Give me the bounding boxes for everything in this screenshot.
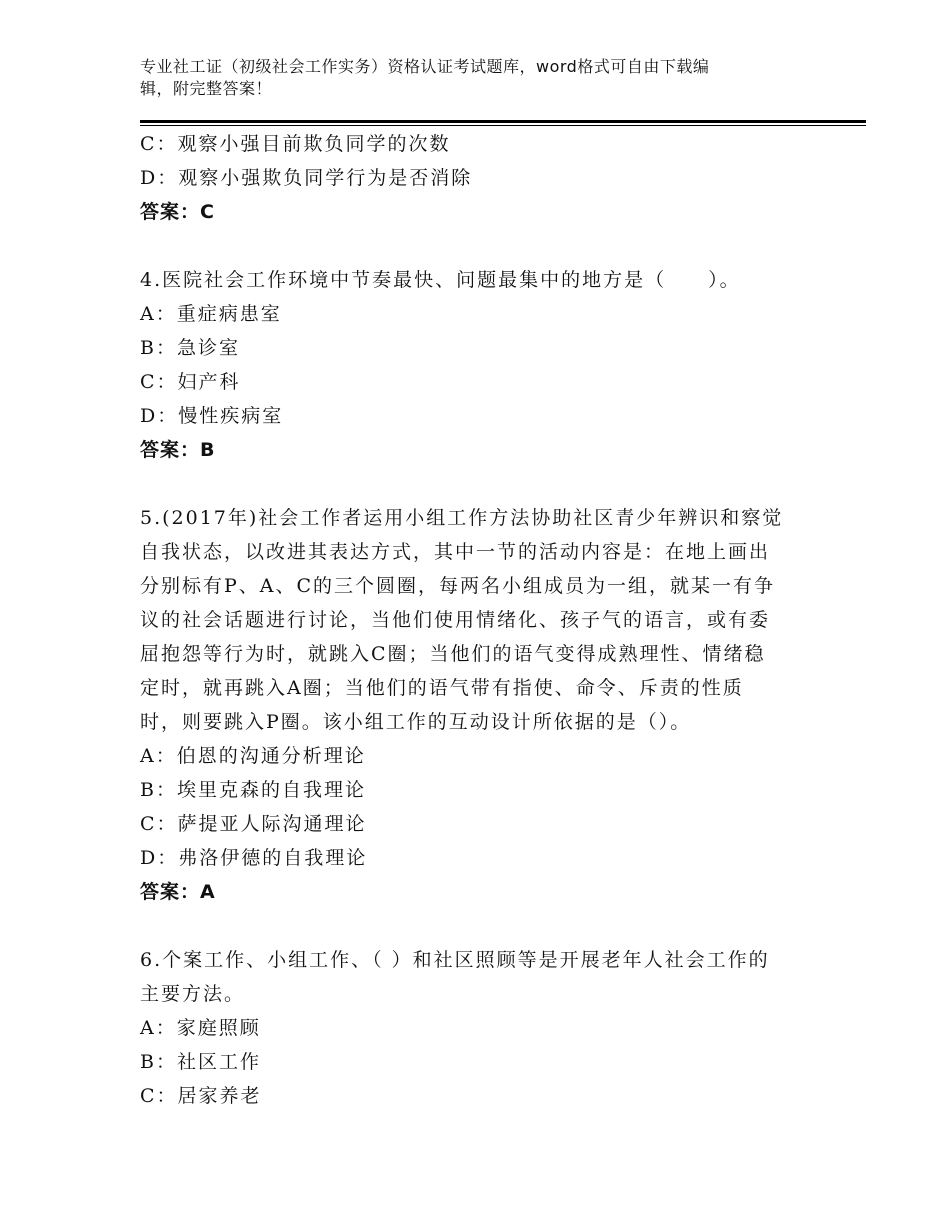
question-block: [140, 501, 840, 909]
header-rule-thick: [140, 120, 866, 123]
question-text: 时，则要跳入P圈。该小组工作的互动设计所依据的是（）。: [140, 711, 692, 733]
spacer: [140, 229, 840, 263]
question-text: 议的社会话题进行讨论，当他们使用情绪化、孩子气的语言，或有委: [140, 609, 771, 631]
spacer: [140, 467, 840, 501]
option: D：慢性疾病室: [140, 405, 284, 427]
header-line: 辑，附完整答案！: [140, 79, 273, 98]
option: B：社区工作: [140, 1051, 261, 1073]
question-text: 4.医院社会工作环境中节奏最快、问题最集中的地方是（ ）。: [140, 269, 741, 291]
question-text: 分别标有P、A、C的三个圆圈，每两名小组成员为一组，就某一有争: [140, 575, 776, 597]
option: A：重症病患室: [140, 303, 282, 325]
header-rule-thin: [140, 125, 866, 126]
option: C：萨提亚人际沟通理论: [140, 813, 367, 835]
question-text: 定时，就再跳入A圈；当他们的语气带有指使、命令、斥责的性质: [140, 677, 744, 699]
question-block: [140, 127, 840, 229]
answer: 答案：A: [140, 881, 216, 903]
header-line: 专业社工证（初级社会工作实务）资格认证考试题库，word格式可自由下载编: [140, 57, 710, 76]
question-list: [140, 127, 840, 1113]
option: D：观察小强欺负同学行为是否消除: [140, 167, 473, 189]
document-header: [140, 56, 800, 100]
option: D：弗洛伊德的自我理论: [140, 847, 368, 869]
question-block: [140, 943, 840, 1113]
spacer: [140, 909, 840, 943]
question-text: 6.个案工作、小组工作、（ ）和社区照顾等是开展老年人社会工作的: [140, 949, 770, 971]
option: B：急诊室: [140, 337, 240, 359]
option: B：埃里克森的自我理论: [140, 779, 366, 801]
question-text: 5.(2017年)社会工作者运用小组工作方法协助社区青少年辨识和察觉: [140, 507, 784, 529]
answer: 答案：C: [140, 201, 215, 223]
option: A：伯恩的沟通分析理论: [140, 745, 366, 767]
question-text: 屈抱怨等行为时，就跳入C圈；当他们的语气变得成熟理性、情绪稳: [140, 643, 766, 665]
question-text: 主要方法。: [140, 983, 246, 1005]
question-text: 自我状态，以改进其表达方式，其中一节的活动内容是：在地上画出: [140, 541, 771, 563]
option: C：妇产科: [140, 371, 241, 393]
question-block: [140, 263, 840, 467]
option: C：观察小强目前欺负同学的次数: [140, 133, 451, 155]
answer: 答案：B: [140, 439, 216, 461]
option: A：家庭照顾: [140, 1017, 261, 1039]
option: C：居家养老: [140, 1085, 262, 1107]
